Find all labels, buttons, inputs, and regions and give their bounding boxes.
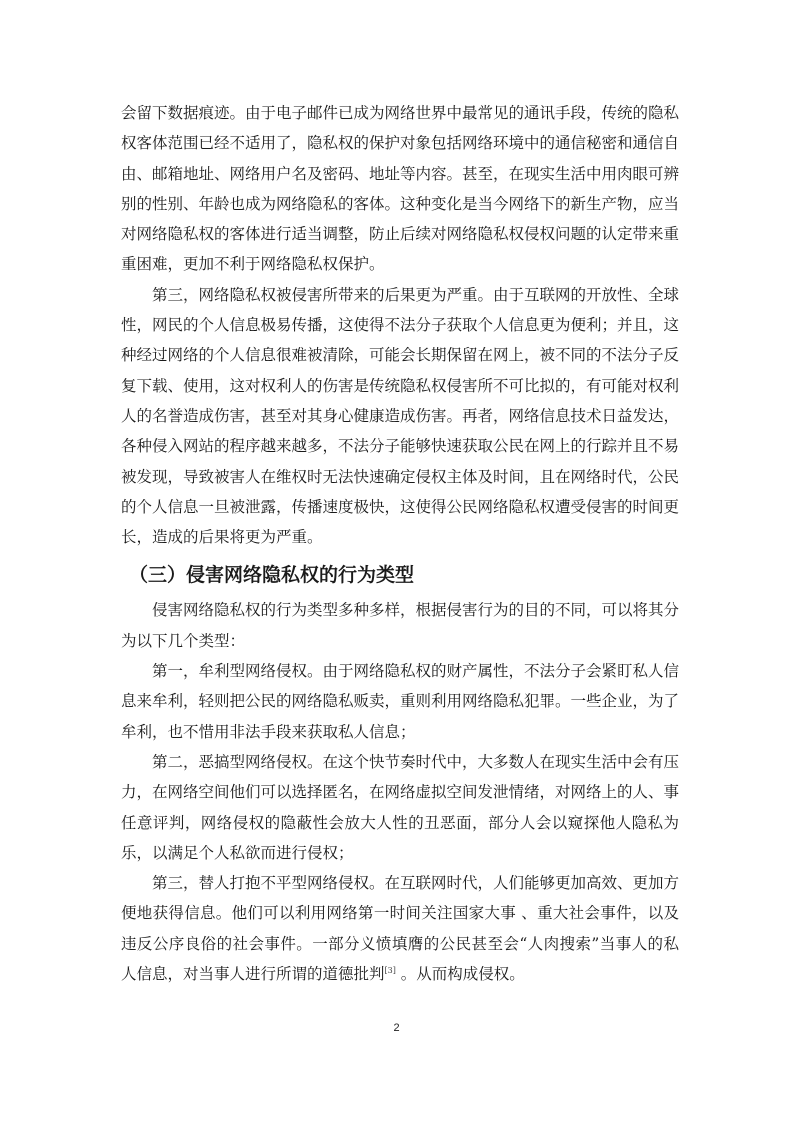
page-number: 2 xyxy=(393,1022,400,1034)
citation-reference[interactable]: [3] xyxy=(384,965,396,975)
paragraph-5: 第二，恶搞型网络侵权。在这个快节奏时代中，大多数人在现实生活中会有压力，在网络空间他们可以选择匿名，在网络虚拟空间发泄情绪，对网络上的人、事任意评判，网络侵权的隐蔽性会放大人性的丑恶面，部分人会以窥探他人隐私为乐，以满足个人私欲而进行侵权； xyxy=(121,752,680,862)
body-text xyxy=(121,98,679,989)
section-heading: （三）侵害网络隐私权的行为类型 xyxy=(129,564,415,587)
paragraph-1: 会留下数据痕迹。由于电子邮件已成为网络世界中最常见的通讯手段，传统的隐私权客体范围已经不适用了，隐私权的保护对象包括网络环境中的通信秘密和通信自由、邮箱地址、网络用户名及密码、地址等内容。甚至，在现实生活中用肉眼可辨别的性别、年龄也成为网络隐私的客体。这种变化是当今网络下的新生产物，应当对网络隐私权的客体进行适当调整，防止后续对网络隐私权侵权问题的认定带来重重困难，更加不利于网络隐私权保护。 xyxy=(121,104,680,274)
paragraph-6-text: 第三，替人打抱不平型网络侵权。在互联网时代，人们能够更加高效、更加方便地获得信息。他们可以利用网络第一时间关注国家大事 、重大社会事件，以及违反公序良俗的社会事件。一部分义愤填膺的公民甚至会“人肉搜索”当事人的私人信息，对当事人进行所谓的道德批判 xyxy=(121,874,680,984)
paragraph-6-tail: 。从而构成侵权。 xyxy=(395,965,525,984)
paragraph-6 xyxy=(121,868,679,989)
paragraph-3: 侵害网络隐私权的行为类型多种多样，根据侵害行为的目的不同，可以将其分为以下几个类型： xyxy=(121,601,680,650)
paragraph-2: 第三，网络隐私权被侵害所带来的后果更为严重。由于互联网的开放性、全球性，网民的个人信息极易传播，这使得不法分子获取个人信息更为便利；并且，这种经过网络的个人信息很难被清除，可能会长期保留在网上，被不同的不法分子反复下载、使用，这对权利人的伤害是传统隐私权侵害所不可比拟的，有可能对权利人的名誉造成伤害，甚至对其身心健康造成伤害。再者，网络信息技术日益发达，各种侵入网站的程序越来越多，不法分子能够快速获取公民在网上的行踪并且不易被发现，导致被害人在维权时无法快速确定侵权主体及时间，且在网络时代，公民的个人信息一旦被泄露，传播速度极快，这使得公民网络隐私权遭受侵害的时间更长，造成的后果将更为严重。 xyxy=(121,285,680,547)
paragraph-4: 第一，牟利型网络侵权。由于网络隐私权的财产属性，不法分子会紧盯私人信息来牟利，轻则把公民的网络隐私贩卖，重则利用网络隐私犯罪。一些企业，为了牟利，也不惜用非法手段来获取私人信息； xyxy=(121,662,680,741)
